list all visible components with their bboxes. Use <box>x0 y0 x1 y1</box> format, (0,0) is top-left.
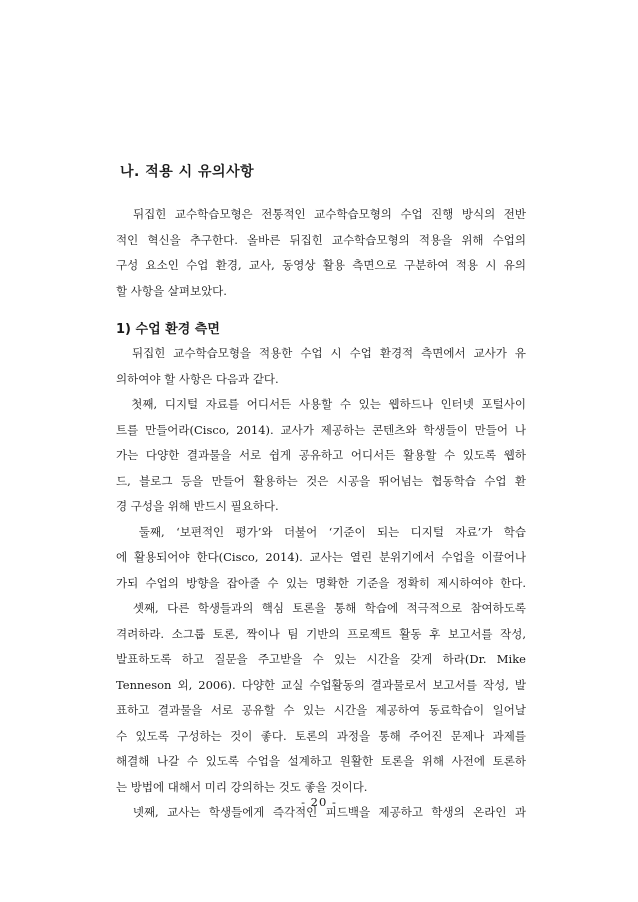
subsection-heading: 1) 수업 환경 측면 <box>116 322 220 337</box>
text-line: 뒤집힌 교수학습모형을 적용한 수업 시 수업 환경적 측면에서 교사가 유 <box>116 346 526 360</box>
text-line: 격려하라. 소그룹 토론, 짝이나 팀 기반의 프로젝트 활동 후 보고서를 작성, <box>116 626 526 641</box>
text-line: 적인 혁신을 추구한다. 올바른 뒤집힌 교수학습모형의 적용을 위해 수업의 <box>116 232 526 247</box>
page-number: - 20 - <box>301 795 337 809</box>
text-line: 할 사항을 살펴보았다. <box>116 283 227 298</box>
text-line: 경 구성을 위해 반드시 필요하다. <box>116 499 279 513</box>
text-line: 발표하도록 하고 질문을 주고받을 수 있는 시간을 갖게 하라(Dr. Mike <box>116 652 526 666</box>
body-paragraphs <box>116 341 526 826</box>
text-line: 의하여야 할 사항은 다음과 같다. <box>116 371 279 386</box>
text-line: 수 있도록 구성하는 것이 좋다. 토론의 과정을 통해 주어진 문제나 과제를 <box>116 728 526 743</box>
text-line: 는 방법에 대해서 미리 강의하는 것도 좋을 것이다. <box>116 779 368 794</box>
text-line: 뒤집힌 교수학습모형은 전통적인 교수학습모형의 수업 진행 방식의 전반 <box>116 207 526 221</box>
text-line: 드, 블로그 등을 만들어 활용하는 것은 시공을 뛰어넘는 협동학습 수업 환 <box>116 473 526 488</box>
intro-paragraph <box>116 202 526 304</box>
text-line: 표하고 결과물을 서로 공유할 수 있는 시간을 제공하여 동료학습이 일어날 <box>116 703 526 717</box>
text-line: 첫째, 디지털 자료를 어디서든 사용할 수 있는 웹하드나 인터넷 포털사이 <box>116 397 526 411</box>
text-line: Tenneson 외, 2006). 다양한 교실 수업활동의 결과물로서 보고서를 작성, 발 <box>116 677 526 692</box>
text-line: 둘째, ‘보편적인 평가’와 더불어 ‘기준이 되는 디지털 자료’가 학습 <box>116 524 526 539</box>
text-line: 에 활용되어야 한다(Cisco, 2014). 교사는 열린 분위기에서 수업을 이끌어나 <box>116 550 526 564</box>
text-line: 셋째, 다른 학생들과의 핵심 토론을 통해 학습에 적극적으로 참여하도록 <box>116 601 526 615</box>
text-line: 넷째, 교사는 학생들에게 즉각적인 피드백을 제공하고 학생의 온라인 과 <box>116 805 526 819</box>
text-line: 해결해 나갈 수 있도록 수업을 설계하고 원활한 토론을 위해 사전에 토론하 <box>116 754 526 768</box>
text-line: 트를 만들어라(Cisco, 2014). 교사가 제공하는 콘텐츠와 학생들이 만들어 나 <box>116 422 526 437</box>
text-line: 가되 수업의 방향을 잡아줄 수 있는 명확한 기준을 정확히 제시하여야 한다. <box>116 575 526 590</box>
text-line: 구성 요소인 수업 환경, 교사, 동영상 활용 측면으로 구분하여 적용 시 유의 <box>116 258 526 272</box>
section-heading: 나. 적용 시 유의사항 <box>120 164 255 180</box>
text-line: 가는 다양한 결과물을 서로 쉽게 공유하고 어디서든 활용할 수 있도록 웹하 <box>116 448 526 462</box>
